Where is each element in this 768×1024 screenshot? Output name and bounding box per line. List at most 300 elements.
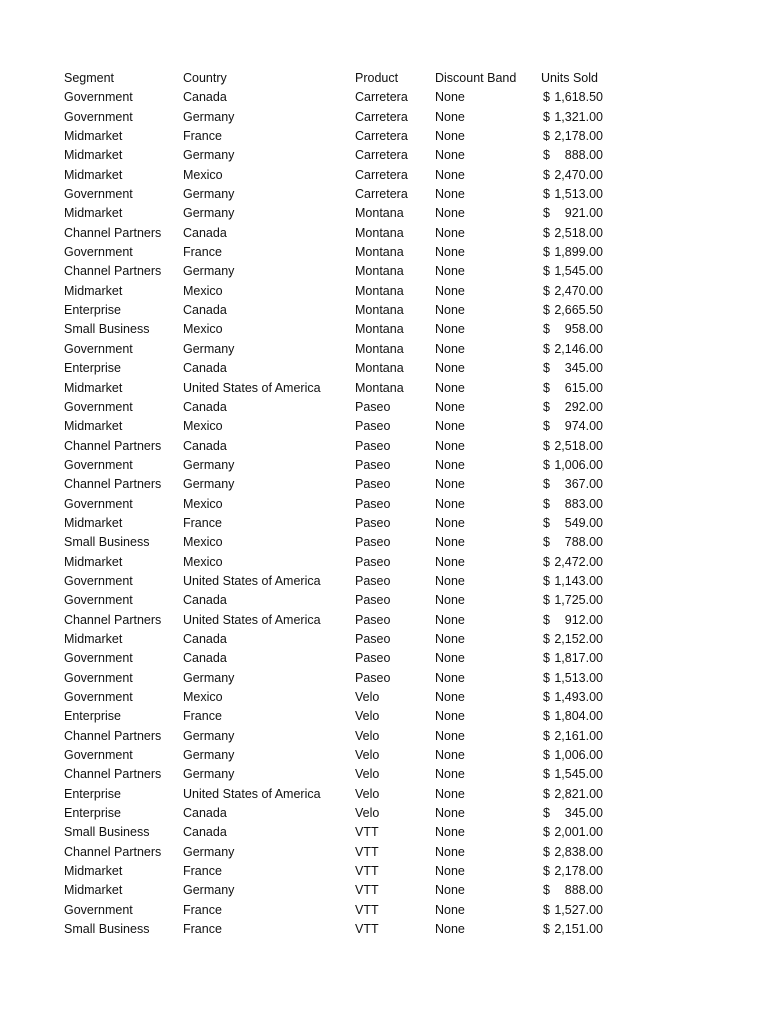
product-cell[interactable]: Montana (355, 225, 404, 240)
table-row (64, 456, 624, 475)
currency-symbol: $ (543, 786, 550, 801)
segment-cell[interactable]: Midmarket (64, 148, 123, 163)
product-cell[interactable]: Montana (355, 361, 404, 376)
segment-cell[interactable]: Midmarket (64, 129, 123, 144)
table-row (64, 204, 624, 223)
table-row (64, 262, 624, 281)
discount-band-cell[interactable]: None (435, 264, 465, 279)
discount-band-cell[interactable]: None (435, 322, 465, 337)
table-row (64, 108, 624, 127)
country-cell[interactable]: Germany (183, 844, 235, 859)
header-product[interactable]: Product (355, 71, 399, 85)
units-sold-value: 345.00 (564, 361, 603, 376)
segment-cell[interactable]: Small Business (64, 825, 150, 840)
discount-band-cell[interactable]: None (435, 670, 465, 685)
product-cell[interactable]: Carretera (355, 129, 408, 144)
discount-band-cell[interactable]: None (435, 922, 465, 937)
product-cell[interactable]: Paseo (355, 631, 391, 646)
table-row (64, 765, 624, 784)
product-cell[interactable]: Carretera (355, 187, 408, 202)
discount-band-cell[interactable]: None (435, 573, 465, 588)
currency-symbol: $ (543, 651, 550, 666)
country-cell[interactable]: Canada (183, 825, 227, 840)
currency-symbol: $ (543, 631, 550, 646)
units-sold-value: 1,006.00 (554, 748, 603, 763)
table-row (64, 533, 624, 552)
country-cell[interactable]: United States of America (183, 786, 321, 801)
segment-cell[interactable]: Channel Partners (64, 612, 162, 627)
country-cell[interactable]: United States of America (183, 573, 321, 588)
country-cell[interactable]: France (183, 864, 222, 879)
table-row (64, 649, 624, 668)
units-sold-value: 1,513.00 (554, 670, 603, 685)
country-cell[interactable]: Germany (183, 187, 235, 202)
table-row (64, 881, 624, 900)
currency-symbol: $ (543, 883, 550, 898)
segment-cell[interactable]: Channel Partners (64, 477, 162, 492)
currency-symbol: $ (543, 670, 550, 685)
units-sold-value: 2,152.00 (554, 631, 603, 646)
country-cell[interactable]: Mexico (183, 554, 223, 569)
product-cell[interactable]: VTT (355, 883, 379, 898)
country-cell[interactable]: France (183, 922, 222, 937)
country-cell[interactable]: Canada (183, 361, 227, 376)
table-body (64, 88, 624, 939)
segment-cell[interactable]: Midmarket (64, 283, 123, 298)
table-row (64, 727, 624, 746)
currency-symbol: $ (543, 264, 550, 279)
discount-band-cell[interactable]: None (435, 129, 465, 144)
units-sold-value: 974.00 (564, 419, 603, 434)
product-cell[interactable]: Montana (355, 380, 404, 395)
units-sold-value: 1,527.00 (554, 902, 603, 917)
product-cell[interactable]: Carretera (355, 90, 408, 105)
country-cell[interactable]: Germany (183, 341, 235, 356)
header-row (64, 69, 624, 88)
country-cell[interactable]: Canada (183, 806, 227, 821)
currency-symbol: $ (543, 245, 550, 260)
units-sold-value: 1,899.00 (554, 245, 603, 260)
currency-symbol: $ (543, 902, 550, 917)
table-row (64, 591, 624, 610)
currency-symbol: $ (543, 109, 550, 124)
table-row (64, 379, 624, 398)
units-sold-value: 912.00 (564, 612, 603, 627)
segment-cell[interactable]: Channel Partners (64, 264, 162, 279)
discount-band-cell[interactable]: None (435, 109, 465, 124)
country-cell[interactable]: Germany (183, 767, 235, 782)
product-cell[interactable]: Carretera (355, 167, 408, 182)
units-sold-value: 2,472.00 (554, 554, 603, 569)
units-sold-value: 888.00 (564, 148, 603, 163)
currency-symbol: $ (543, 438, 550, 453)
discount-band-cell[interactable]: None (435, 419, 465, 434)
country-cell[interactable]: Germany (183, 457, 235, 472)
country-cell[interactable]: Mexico (183, 283, 223, 298)
units-sold-value: 1,804.00 (554, 709, 603, 724)
segment-cell[interactable]: Midmarket (64, 167, 123, 182)
table-row (64, 630, 624, 649)
currency-symbol: $ (543, 457, 550, 472)
country-cell[interactable]: Canada (183, 438, 227, 453)
currency-symbol: $ (543, 593, 550, 608)
segment-cell[interactable]: Government (64, 399, 133, 414)
product-cell[interactable]: Paseo (355, 573, 391, 588)
units-sold-value: 2,838.00 (554, 844, 603, 859)
country-cell[interactable]: Mexico (183, 496, 223, 511)
table-row (64, 320, 624, 339)
country-cell[interactable]: Mexico (183, 535, 223, 550)
currency-symbol: $ (543, 167, 550, 182)
currency-symbol: $ (543, 341, 550, 356)
discount-band-cell[interactable]: None (435, 786, 465, 801)
country-cell[interactable]: France (183, 515, 222, 530)
country-cell[interactable]: Germany (183, 670, 235, 685)
country-cell[interactable]: Mexico (183, 419, 223, 434)
segment-cell[interactable]: Government (64, 496, 133, 511)
units-sold-value: 2,470.00 (554, 167, 603, 182)
segment-cell[interactable]: Midmarket (64, 206, 123, 221)
table-row (64, 514, 624, 533)
product-cell[interactable]: Carretera (355, 148, 408, 163)
segment-cell[interactable]: Enterprise (64, 709, 121, 724)
discount-band-cell[interactable]: None (435, 341, 465, 356)
currency-symbol: $ (543, 535, 550, 550)
country-cell[interactable]: Mexico (183, 167, 223, 182)
table-row (64, 553, 624, 572)
units-sold-value: 2,178.00 (554, 864, 603, 879)
country-cell[interactable]: Canada (183, 593, 227, 608)
product-cell[interactable]: Paseo (355, 419, 391, 434)
units-sold-value: 883.00 (564, 496, 603, 511)
table-row (64, 669, 624, 688)
segment-cell[interactable]: Small Business (64, 322, 150, 337)
units-sold-value: 345.00 (564, 806, 603, 821)
product-cell[interactable]: Paseo (355, 612, 391, 627)
currency-symbol: $ (543, 148, 550, 163)
table-row (64, 475, 624, 494)
segment-cell[interactable]: Midmarket (64, 631, 123, 646)
table-row (64, 437, 624, 456)
product-cell[interactable]: Paseo (355, 593, 391, 608)
units-sold-value: 1,006.00 (554, 457, 603, 472)
discount-band-cell[interactable]: None (435, 303, 465, 318)
discount-band-cell[interactable]: None (435, 883, 465, 898)
discount-band-cell[interactable]: None (435, 361, 465, 376)
currency-symbol: $ (543, 515, 550, 530)
product-cell[interactable]: Montana (355, 322, 404, 337)
country-cell[interactable]: Canada (183, 90, 227, 105)
discount-band-cell[interactable]: None (435, 496, 465, 511)
discount-band-cell[interactable]: None (435, 825, 465, 840)
segment-cell[interactable]: Government (64, 748, 133, 763)
country-cell[interactable]: Canada (183, 651, 227, 666)
product-cell[interactable]: VTT (355, 922, 379, 937)
currency-symbol: $ (543, 825, 550, 840)
segment-cell[interactable]: Government (64, 341, 133, 356)
table-row (64, 707, 624, 726)
country-cell[interactable]: Germany (183, 883, 235, 898)
segment-cell[interactable]: Government (64, 457, 133, 472)
country-cell[interactable]: Canada (183, 631, 227, 646)
country-cell[interactable]: Canada (183, 399, 227, 414)
segment-cell[interactable]: Small Business (64, 535, 150, 550)
country-cell[interactable]: France (183, 709, 222, 724)
currency-symbol: $ (543, 206, 550, 221)
product-cell[interactable]: Paseo (355, 515, 391, 530)
table-row (64, 495, 624, 514)
product-cell[interactable]: Montana (355, 206, 404, 221)
table-row (64, 843, 624, 862)
currency-symbol: $ (543, 283, 550, 298)
product-cell[interactable]: Paseo (355, 651, 391, 666)
product-cell[interactable]: Velo (355, 806, 380, 821)
units-sold-value: 2,518.00 (554, 438, 603, 453)
table-row (64, 417, 624, 436)
currency-symbol: $ (543, 90, 550, 105)
units-sold-value: 958.00 (564, 322, 603, 337)
units-sold-value: 921.00 (564, 206, 603, 221)
table-row (64, 282, 624, 301)
segment-cell[interactable]: Midmarket (64, 554, 123, 569)
discount-band-cell[interactable]: None (435, 728, 465, 743)
currency-symbol: $ (543, 322, 550, 337)
units-sold-value: 2,178.00 (554, 129, 603, 144)
currency-symbol: $ (543, 573, 550, 588)
product-cell[interactable]: VTT (355, 844, 379, 859)
discount-band-cell[interactable]: None (435, 767, 465, 782)
units-sold-value: 2,151.00 (554, 922, 603, 937)
segment-cell[interactable]: Government (64, 670, 133, 685)
segment-cell[interactable]: Channel Partners (64, 728, 162, 743)
country-cell[interactable]: Mexico (183, 322, 223, 337)
segment-cell[interactable]: Small Business (64, 922, 150, 937)
segment-cell[interactable]: Midmarket (64, 883, 123, 898)
product-cell[interactable]: Montana (355, 341, 404, 356)
country-cell[interactable]: United States of America (183, 612, 321, 627)
currency-symbol: $ (543, 864, 550, 879)
discount-band-cell[interactable]: None (435, 477, 465, 492)
discount-band-cell[interactable]: None (435, 902, 465, 917)
segment-cell[interactable]: Midmarket (64, 864, 123, 879)
segment-cell[interactable]: Midmarket (64, 515, 123, 530)
discount-band-cell[interactable]: None (435, 844, 465, 859)
header-segment[interactable]: Segment (64, 71, 115, 85)
segment-cell[interactable]: Government (64, 690, 133, 704)
country-cell[interactable]: Germany (183, 109, 235, 124)
units-sold-value: 1,545.00 (554, 767, 603, 782)
discount-band-cell[interactable]: None (435, 651, 465, 666)
segment-cell[interactable]: Government (64, 573, 133, 588)
country-cell[interactable]: Mexico (183, 690, 223, 704)
table-row (64, 243, 624, 262)
currency-symbol: $ (543, 554, 550, 569)
country-cell[interactable]: France (183, 902, 222, 917)
country-cell[interactable]: Germany (183, 264, 235, 279)
segment-cell[interactable]: Channel Partners (64, 225, 162, 240)
discount-band-cell[interactable]: None (435, 90, 465, 105)
segment-cell[interactable]: Enterprise (64, 361, 121, 376)
discount-band-cell[interactable]: None (435, 399, 465, 414)
currency-symbol: $ (543, 303, 550, 318)
currency-symbol: $ (543, 361, 550, 376)
country-cell[interactable]: Germany (183, 728, 235, 743)
discount-band-cell[interactable]: None (435, 748, 465, 763)
currency-symbol: $ (543, 728, 550, 743)
product-cell[interactable]: Montana (355, 283, 404, 298)
product-cell[interactable]: Paseo (355, 438, 391, 453)
table-row (64, 166, 624, 185)
segment-cell[interactable]: Enterprise (64, 806, 121, 821)
currency-symbol: $ (543, 806, 550, 821)
country-cell[interactable]: Germany (183, 148, 235, 163)
table-row (64, 185, 624, 204)
units-sold-value: 2,001.00 (554, 825, 603, 840)
country-cell[interactable]: Canada (183, 225, 227, 240)
country-cell[interactable]: Germany (183, 748, 235, 763)
currency-symbol: $ (543, 129, 550, 144)
discount-band-cell[interactable]: None (435, 457, 465, 472)
country-cell[interactable]: Canada (183, 303, 227, 318)
table-row (64, 301, 624, 320)
currency-symbol: $ (543, 748, 550, 763)
product-cell[interactable]: Velo (355, 748, 380, 763)
discount-band-cell[interactable]: None (435, 690, 465, 704)
discount-band-cell[interactable]: None (435, 631, 465, 646)
segment-cell[interactable]: Midmarket (64, 419, 123, 434)
discount-band-cell[interactable]: None (435, 709, 465, 724)
currency-symbol: $ (543, 844, 550, 859)
units-sold-value: 2,161.00 (554, 728, 603, 743)
discount-band-cell[interactable]: None (435, 225, 465, 240)
country-cell[interactable]: Germany (183, 477, 235, 492)
table-row (64, 611, 624, 630)
product-cell[interactable]: Velo (355, 690, 380, 704)
currency-symbol: $ (543, 380, 550, 395)
units-sold-value: 1,545.00 (554, 264, 603, 279)
product-cell[interactable]: Paseo (355, 477, 391, 492)
product-cell[interactable]: Carretera (355, 109, 408, 124)
product-cell[interactable]: VTT (355, 864, 379, 879)
product-cell[interactable]: VTT (355, 825, 379, 840)
segment-cell[interactable]: Government (64, 902, 133, 917)
segment-cell[interactable]: Government (64, 90, 133, 105)
units-sold-value: 2,470.00 (554, 283, 603, 298)
units-sold-value: 1,513.00 (554, 187, 603, 202)
table-row (64, 688, 624, 707)
discount-band-cell[interactable]: None (435, 864, 465, 879)
currency-symbol: $ (543, 612, 550, 627)
currency-symbol: $ (543, 419, 550, 434)
product-cell[interactable]: Paseo (355, 496, 391, 511)
units-sold-value: 1,817.00 (554, 651, 603, 666)
units-sold-value: 1,618.50 (554, 90, 603, 105)
units-sold-value: 1,143.00 (554, 573, 603, 588)
segment-cell[interactable]: Government (64, 109, 133, 124)
discount-band-cell[interactable]: None (435, 806, 465, 821)
segment-cell[interactable]: Enterprise (64, 786, 121, 801)
discount-band-cell[interactable]: None (435, 438, 465, 453)
currency-symbol: $ (543, 709, 550, 724)
country-cell[interactable]: France (183, 129, 222, 144)
country-cell[interactable]: France (183, 245, 222, 260)
units-sold-value: 1,493.00 (554, 690, 603, 704)
header-units-sold[interactable]: Units Sold (541, 71, 598, 85)
header-discount-band[interactable]: Discount Band (435, 71, 517, 85)
units-sold-value: 292.00 (564, 399, 603, 414)
units-sold-value: 2,665.50 (554, 303, 603, 318)
segment-cell[interactable]: Government (64, 245, 133, 260)
segment-cell[interactable]: Channel Partners (64, 438, 162, 453)
discount-band-cell[interactable]: None (435, 187, 465, 202)
discount-band-cell[interactable]: None (435, 554, 465, 569)
spreadsheet-table (64, 69, 624, 939)
discount-band-cell[interactable]: None (435, 535, 465, 550)
product-cell[interactable]: Velo (355, 786, 380, 801)
product-cell[interactable]: Paseo (355, 535, 391, 550)
discount-band-cell[interactable]: None (435, 206, 465, 221)
product-cell[interactable]: Montana (355, 303, 404, 318)
segment-cell[interactable]: Channel Partners (64, 767, 162, 782)
segment-cell[interactable]: Government (64, 187, 133, 202)
discount-band-cell[interactable]: None (435, 283, 465, 298)
product-cell[interactable]: Velo (355, 767, 380, 782)
country-cell[interactable]: Germany (183, 206, 235, 221)
product-cell[interactable]: Velo (355, 728, 380, 743)
currency-symbol: $ (543, 399, 550, 414)
discount-band-cell[interactable]: None (435, 245, 465, 260)
product-cell[interactable]: VTT (355, 902, 379, 917)
product-cell[interactable]: Montana (355, 264, 404, 279)
product-cell[interactable]: Paseo (355, 399, 391, 414)
currency-symbol: $ (543, 477, 550, 492)
table-row (64, 224, 624, 243)
table-row (64, 901, 624, 920)
segment-cell[interactable]: Government (64, 593, 133, 608)
units-sold-value: 1,725.00 (554, 593, 603, 608)
product-cell[interactable]: Paseo (355, 670, 391, 685)
country-cell[interactable]: United States of America (183, 380, 321, 395)
table-row (64, 804, 624, 823)
table-row (64, 398, 624, 417)
units-sold-value: 615.00 (564, 380, 603, 395)
table-row (64, 340, 624, 359)
units-sold-value: 549.00 (564, 515, 603, 530)
product-cell[interactable]: Paseo (355, 457, 391, 472)
product-cell[interactable]: Montana (355, 245, 404, 260)
header-country[interactable]: Country (183, 71, 227, 85)
currency-symbol: $ (543, 922, 550, 937)
discount-band-cell[interactable]: None (435, 515, 465, 530)
segment-cell[interactable]: Government (64, 651, 133, 666)
discount-band-cell[interactable]: None (435, 612, 465, 627)
discount-band-cell[interactable]: None (435, 380, 465, 395)
product-cell[interactable]: Paseo (355, 554, 391, 569)
discount-band-cell[interactable]: None (435, 167, 465, 182)
product-cell[interactable]: Velo (355, 709, 380, 724)
table-row (64, 127, 624, 146)
discount-band-cell[interactable]: None (435, 593, 465, 608)
segment-cell[interactable]: Enterprise (64, 303, 121, 318)
units-sold-value: 788.00 (564, 535, 603, 550)
segment-cell[interactable]: Channel Partners (64, 844, 162, 859)
table-row (64, 146, 624, 165)
table-row (64, 572, 624, 591)
discount-band-cell[interactable]: None (435, 148, 465, 163)
table-row (64, 785, 624, 804)
segment-cell[interactable]: Midmarket (64, 380, 123, 395)
table-row (64, 746, 624, 765)
